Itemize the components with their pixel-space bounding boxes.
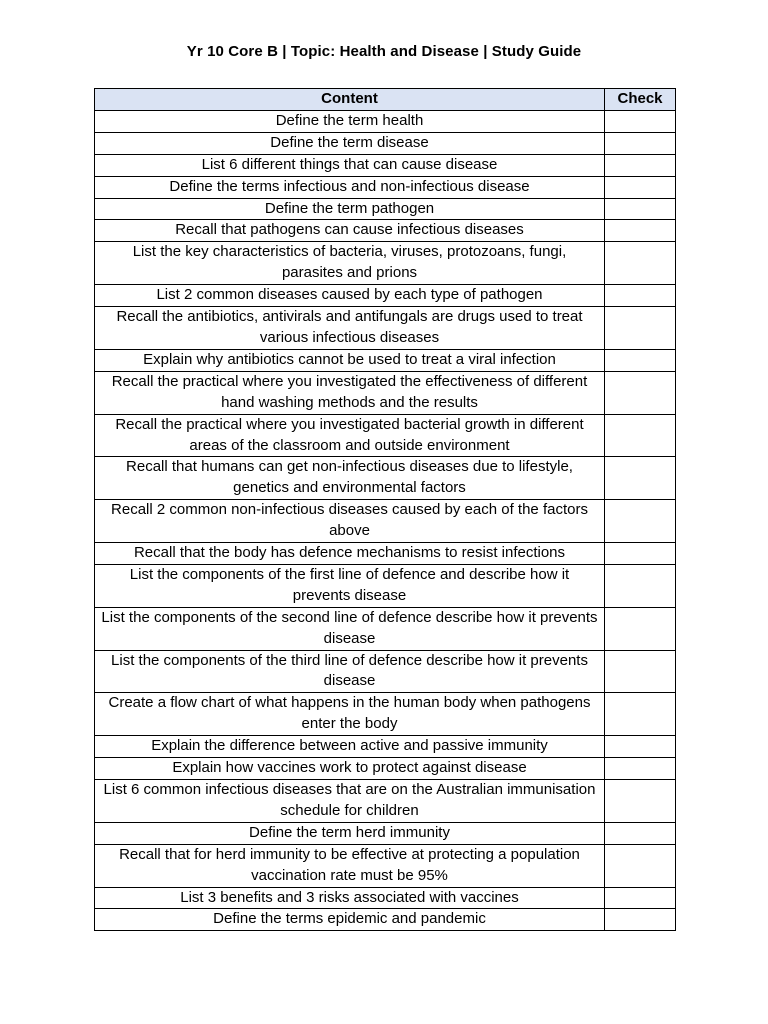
table-row xyxy=(95,543,676,565)
table-row xyxy=(95,176,676,198)
content-cell: Explain how vaccines work to protect against disease xyxy=(95,758,605,780)
content-cell: List the components of the third line of defence describe how it prevents disease xyxy=(95,650,605,693)
check-cell[interactable] xyxy=(605,909,676,931)
content-cell: Recall that the body has defence mechanisms to resist infections xyxy=(95,543,605,565)
check-cell[interactable] xyxy=(605,110,676,132)
table-header-row xyxy=(95,89,676,111)
check-cell[interactable] xyxy=(605,349,676,371)
content-cell: Define the term health xyxy=(95,110,605,132)
content-cell: List the key characteristics of bacteria, viruses, protozoans, fungi, parasites and prions xyxy=(95,242,605,285)
content-cell: Recall the practical where you investigated bacterial growth in different areas of the classroom and outside environment xyxy=(95,414,605,457)
table-row xyxy=(95,780,676,823)
table-row xyxy=(95,736,676,758)
table-row xyxy=(95,349,676,371)
table-row xyxy=(95,457,676,500)
check-column-header: Check xyxy=(605,89,676,111)
table-row xyxy=(95,154,676,176)
check-cell[interactable] xyxy=(605,176,676,198)
check-cell[interactable] xyxy=(605,543,676,565)
content-cell: Recall that for herd immunity to be effective at protecting a population vaccination rate must be 95% xyxy=(95,844,605,887)
table-row xyxy=(95,198,676,220)
table-row xyxy=(95,758,676,780)
content-cell: Define the term disease xyxy=(95,132,605,154)
content-cell: Define the term pathogen xyxy=(95,198,605,220)
content-cell: List the components of the first line of defence and describe how it prevents disease xyxy=(95,564,605,607)
table-row xyxy=(95,844,676,887)
content-cell: List the components of the second line of defence describe how it prevents disease xyxy=(95,607,605,650)
table-row xyxy=(95,822,676,844)
check-cell[interactable] xyxy=(605,154,676,176)
content-cell: List 6 common infectious diseases that are on the Australian immunisation schedule for children xyxy=(95,780,605,823)
table-row xyxy=(95,285,676,307)
content-cell: List 6 different things that can cause disease xyxy=(95,154,605,176)
table-row xyxy=(95,371,676,414)
content-cell: List 2 common diseases caused by each type of pathogen xyxy=(95,285,605,307)
table-row xyxy=(95,500,676,543)
check-cell[interactable] xyxy=(605,285,676,307)
check-cell[interactable] xyxy=(605,887,676,909)
check-cell[interactable] xyxy=(605,371,676,414)
table-row xyxy=(95,242,676,285)
content-cell: List 3 benefits and 3 risks associated with vaccines xyxy=(95,887,605,909)
content-cell: Create a flow chart of what happens in the human body when pathogens enter the body xyxy=(95,693,605,736)
table-row xyxy=(95,564,676,607)
check-cell[interactable] xyxy=(605,693,676,736)
table-row xyxy=(95,220,676,242)
content-cell: Recall the antibiotics, antivirals and antifungals are drugs used to treat various infectious diseases xyxy=(95,307,605,350)
table-row xyxy=(95,110,676,132)
check-cell[interactable] xyxy=(605,780,676,823)
table-row xyxy=(95,132,676,154)
check-cell[interactable] xyxy=(605,457,676,500)
check-cell[interactable] xyxy=(605,736,676,758)
table-row xyxy=(95,307,676,350)
check-cell[interactable] xyxy=(605,844,676,887)
check-cell[interactable] xyxy=(605,307,676,350)
check-cell[interactable] xyxy=(605,564,676,607)
content-cell: Explain the difference between active and passive immunity xyxy=(95,736,605,758)
table-body xyxy=(95,110,676,930)
content-cell: Recall the practical where you investigated the effectiveness of different hand washing methods and the results xyxy=(95,371,605,414)
check-cell[interactable] xyxy=(605,414,676,457)
document-title: Yr 10 Core B | Topic: Health and Disease | Study Guide xyxy=(186,43,582,60)
content-cell: Recall that pathogens can cause infectious diseases xyxy=(95,220,605,242)
check-cell[interactable] xyxy=(605,607,676,650)
content-cell: Explain why antibiotics cannot be used to treat a viral infection xyxy=(95,349,605,371)
content-cell: Define the term herd immunity xyxy=(95,822,605,844)
check-cell[interactable] xyxy=(605,500,676,543)
content-cell: Define the terms infectious and non-infectious disease xyxy=(95,176,605,198)
check-cell[interactable] xyxy=(605,198,676,220)
study-guide-table xyxy=(94,88,676,931)
content-cell: Define the terms epidemic and pandemic xyxy=(95,909,605,931)
check-cell[interactable] xyxy=(605,242,676,285)
check-cell[interactable] xyxy=(605,132,676,154)
content-cell: Recall that humans can get non-infectious diseases due to lifestyle, genetics and environmental factors xyxy=(95,457,605,500)
check-cell[interactable] xyxy=(605,220,676,242)
table-row xyxy=(95,693,676,736)
check-cell[interactable] xyxy=(605,650,676,693)
table-row xyxy=(95,650,676,693)
content-column-header: Content xyxy=(95,89,605,111)
content-cell: Recall 2 common non-infectious diseases caused by each of the factors above xyxy=(95,500,605,543)
check-cell[interactable] xyxy=(605,758,676,780)
table-row xyxy=(95,887,676,909)
table-row xyxy=(95,414,676,457)
check-cell[interactable] xyxy=(605,822,676,844)
table-row xyxy=(95,909,676,931)
table-row xyxy=(95,607,676,650)
